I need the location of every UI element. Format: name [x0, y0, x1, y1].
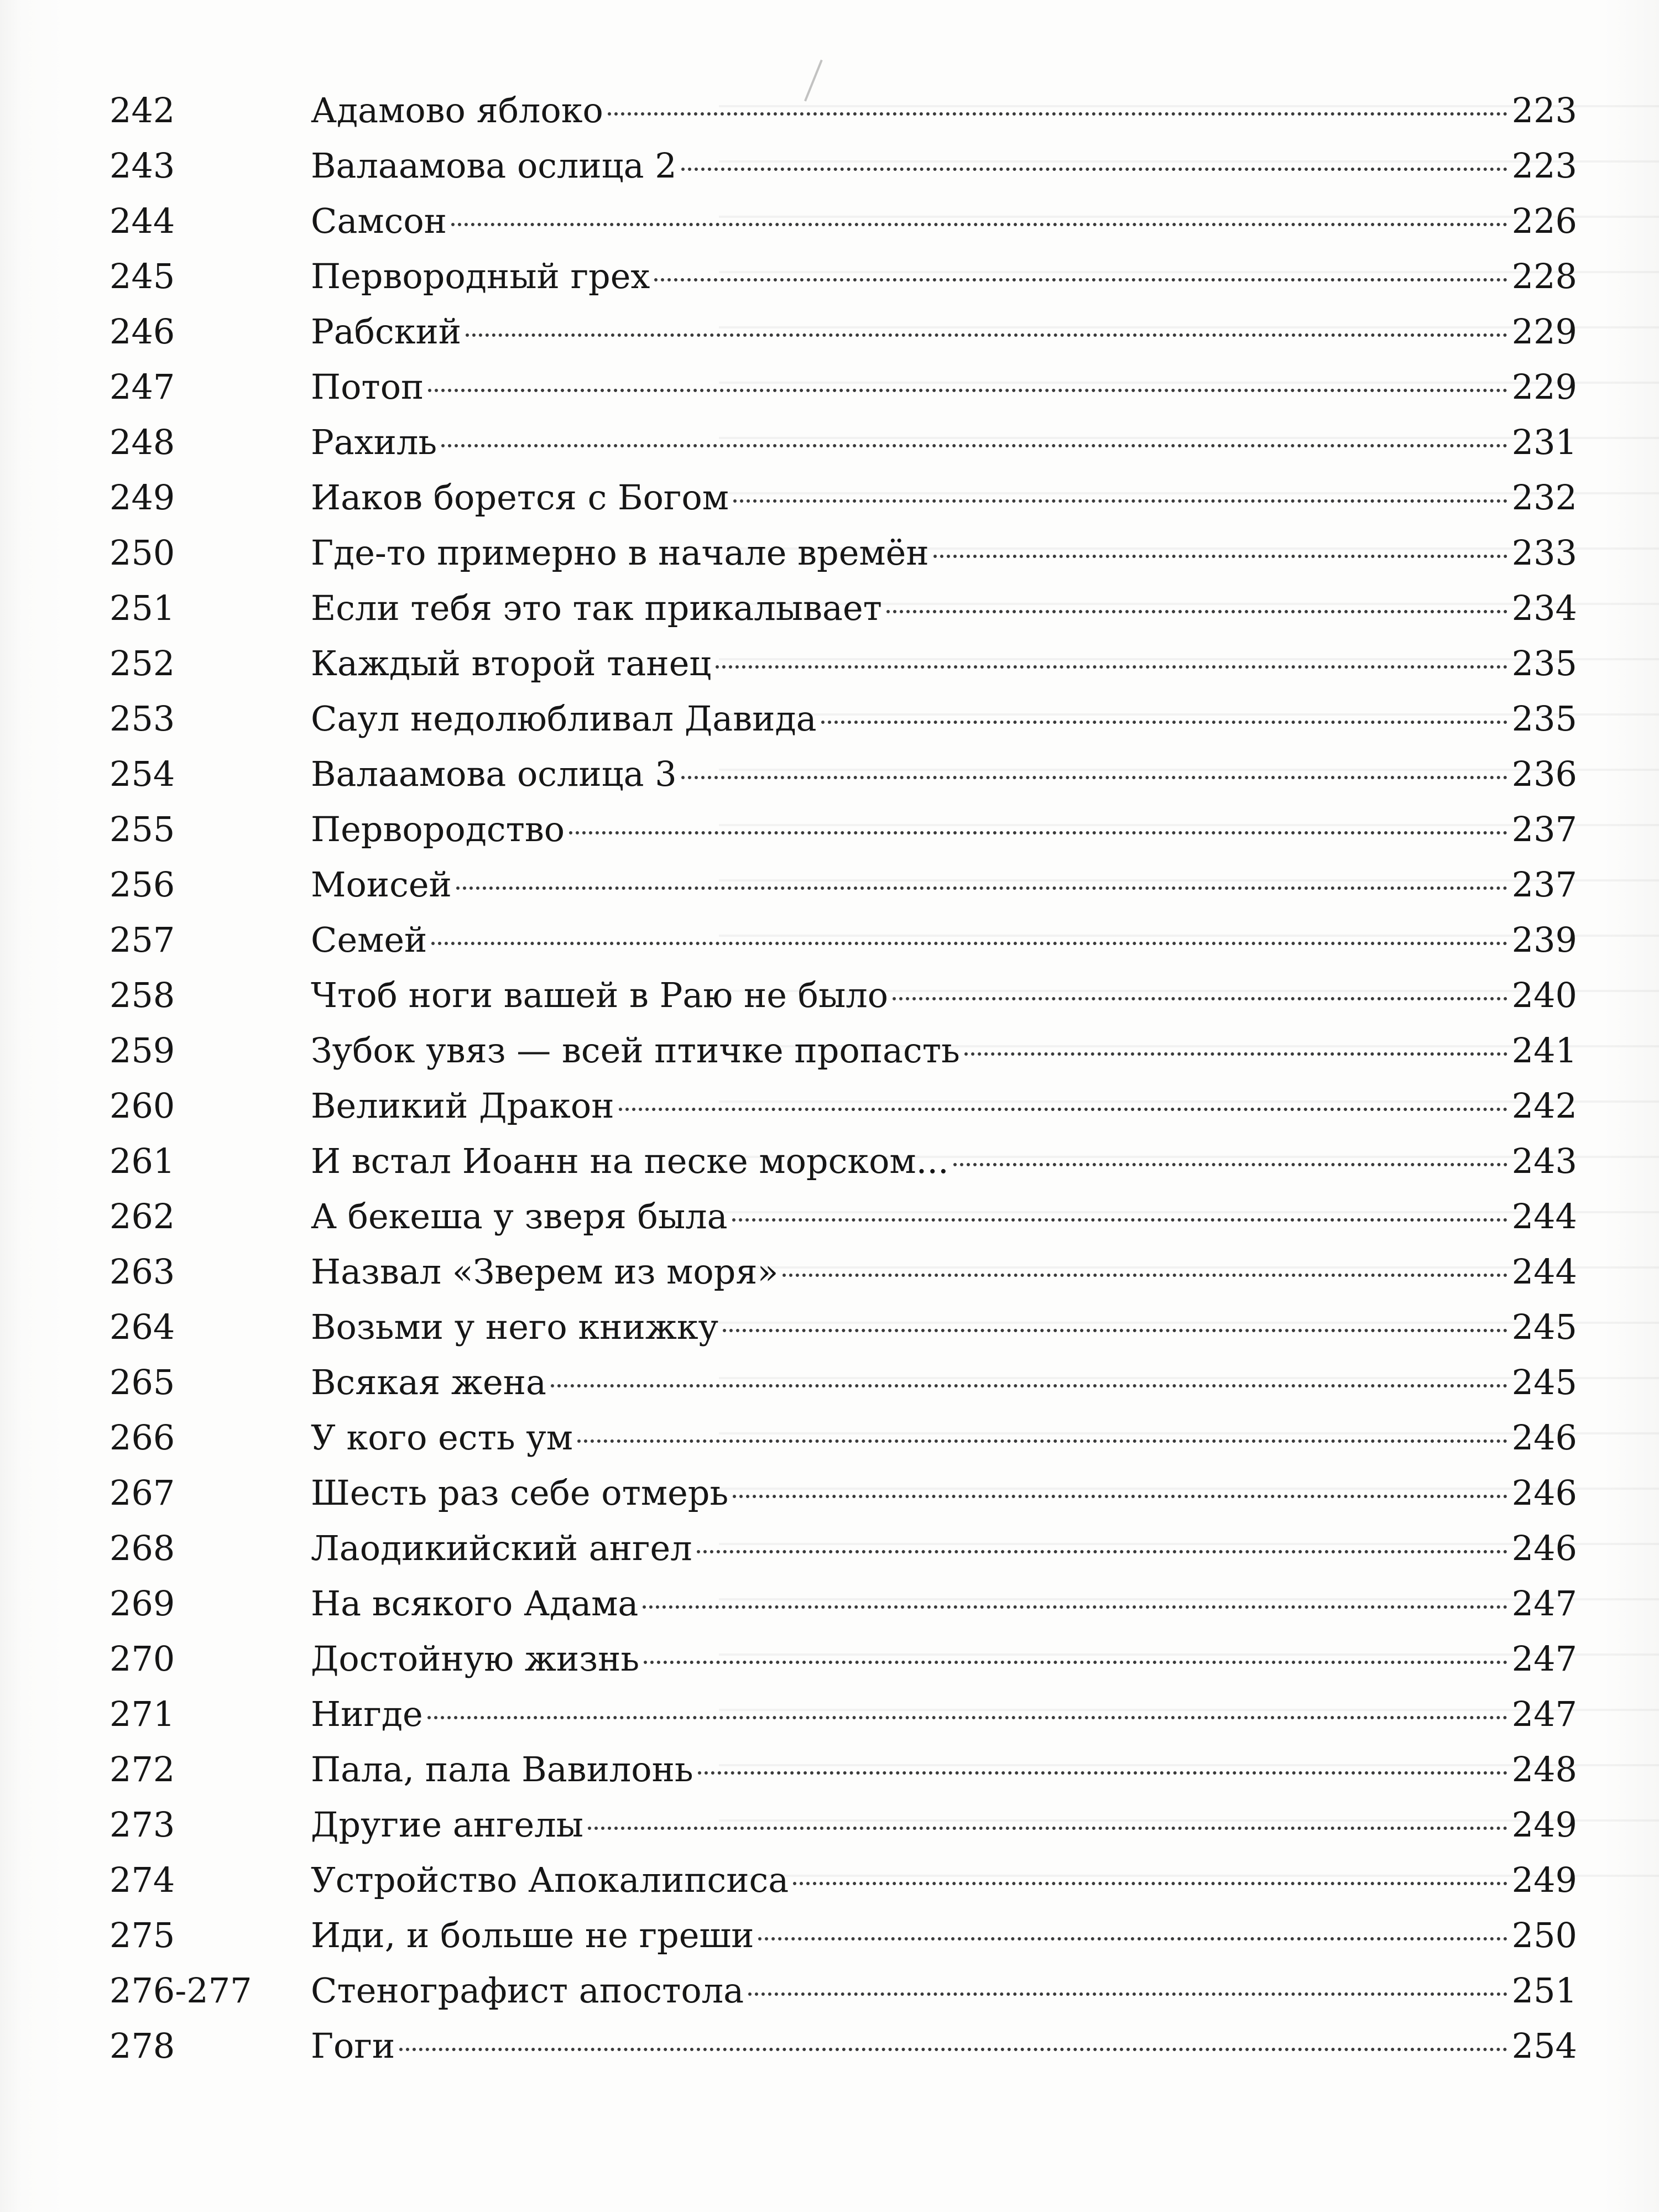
entry-line	[311, 1908, 1577, 1963]
entry-line	[311, 1853, 1577, 1908]
entry-number: 270	[109, 1639, 175, 1679]
toc-entry	[0, 470, 1659, 525]
entry-line	[311, 968, 1577, 1023]
toc-entry	[0, 1244, 1659, 1300]
toc-entry	[0, 249, 1659, 304]
entry-title: Валаамова ослица 3	[311, 754, 677, 794]
entry-number: 253	[109, 698, 175, 739]
entry-title: А бекеша у зверя была	[311, 1196, 728, 1237]
dot-leader	[427, 1716, 1507, 1719]
entry-number: 251	[109, 588, 175, 628]
entry-title: Лаодикийский ангел	[311, 1528, 692, 1568]
toc-entry	[0, 1687, 1659, 1742]
entry-page-number: 249	[1511, 1860, 1577, 1900]
entry-number: 248	[109, 422, 175, 462]
dot-leader	[619, 1108, 1507, 1111]
toc-entry	[0, 581, 1659, 636]
entry-title: Рабский	[311, 311, 462, 352]
toc-entry	[0, 1576, 1659, 1631]
toc-entry	[0, 83, 1659, 138]
entry-line	[311, 415, 1577, 470]
dot-leader	[466, 333, 1507, 337]
entry-page-number: 228	[1511, 256, 1577, 296]
entry-number: 267	[109, 1473, 175, 1513]
entry-line	[311, 83, 1577, 138]
dot-leader	[654, 278, 1507, 281]
entry-number: 268	[109, 1528, 175, 1568]
entry-page-number: 243	[1511, 1141, 1577, 1181]
toc-entry	[0, 1134, 1659, 1189]
entry-page-number: 246	[1511, 1417, 1577, 1458]
dot-leader	[577, 1439, 1507, 1443]
entry-number: 255	[109, 809, 175, 849]
entry-title: Где-то примерно в начале времён	[311, 533, 929, 573]
toc-entry	[0, 968, 1659, 1023]
entry-line	[311, 194, 1577, 249]
dot-leader	[551, 1384, 1507, 1387]
entry-page-number: 236	[1511, 754, 1577, 794]
entry-page-number: 247	[1511, 1583, 1577, 1624]
entry-line	[311, 691, 1577, 747]
dot-leader	[588, 1827, 1507, 1830]
entry-line	[311, 581, 1577, 636]
entry-line	[311, 1244, 1577, 1300]
entry-title: Шесть раз себе отмерь	[311, 1473, 729, 1513]
entry-title: Устройство Апокалипсиса	[311, 1860, 789, 1900]
entry-line	[311, 1797, 1577, 1853]
entry-number: 247	[109, 367, 175, 407]
entry-line	[311, 636, 1577, 691]
entry-title: Семей	[311, 920, 427, 960]
dot-leader	[608, 112, 1507, 116]
entry-title: Всякая жена	[311, 1362, 546, 1402]
dot-leader	[698, 1771, 1507, 1775]
entry-number: 252	[109, 643, 175, 684]
entry-number: 254	[109, 754, 175, 794]
entry-line	[311, 1521, 1577, 1576]
entry-line	[311, 1963, 1577, 2018]
entry-title: Валаамова ослица 2	[311, 145, 677, 186]
entry-title: Пала, пала Вавилонь	[311, 1749, 693, 1790]
toc-entry	[0, 691, 1659, 747]
entry-title: Достойную жизнь	[311, 1639, 640, 1679]
dot-leader	[933, 555, 1507, 558]
entry-line	[311, 1465, 1577, 1521]
toc-entry	[0, 304, 1659, 359]
toc-entry	[0, 747, 1659, 802]
entry-title: И встал Иоанн на песке морском...	[311, 1141, 949, 1181]
entry-line	[311, 249, 1577, 304]
entry-page-number: 244	[1511, 1251, 1577, 1292]
dot-leader	[953, 1163, 1507, 1166]
entry-page-number: 233	[1511, 533, 1577, 573]
dot-leader	[644, 1661, 1507, 1664]
entry-number: 257	[109, 920, 175, 960]
entry-number: 275	[109, 1915, 175, 1955]
entry-number: 244	[109, 201, 175, 241]
toc-entry	[0, 1963, 1659, 2018]
toc-entry	[0, 1189, 1659, 1244]
dot-leader	[697, 1550, 1507, 1553]
toc-entry	[0, 636, 1659, 691]
entry-number: 258	[109, 975, 175, 1015]
entry-page-number: 245	[1511, 1307, 1577, 1347]
entry-line	[311, 912, 1577, 968]
entry-page-number: 254	[1511, 2026, 1577, 2066]
entry-line	[311, 802, 1577, 857]
dot-leader	[758, 1937, 1507, 1940]
entry-line	[311, 1355, 1577, 1410]
entry-number: 249	[109, 477, 175, 518]
entry-line	[311, 1687, 1577, 1742]
entry-number: 278	[109, 2026, 175, 2066]
dot-leader	[748, 1992, 1507, 1996]
dot-leader	[456, 886, 1507, 890]
entry-line	[311, 1576, 1577, 1631]
entry-title: Самсон	[311, 201, 447, 241]
toc-entry	[0, 1797, 1659, 1853]
entry-line	[311, 1300, 1577, 1355]
entry-title: Великий Дракон	[311, 1086, 614, 1126]
entry-page-number: 226	[1511, 201, 1577, 241]
toc-entry	[0, 2018, 1659, 2074]
entry-title: Каждый второй танец	[311, 643, 712, 684]
toc-entry	[0, 525, 1659, 581]
entry-number: 265	[109, 1362, 175, 1402]
entry-line	[311, 1631, 1577, 1687]
entry-line	[311, 2018, 1577, 2074]
entry-number: 273	[109, 1804, 175, 1845]
entry-line	[311, 1189, 1577, 1244]
entry-number: 246	[109, 311, 175, 352]
entry-page-number: 231	[1511, 422, 1577, 462]
entry-number: 262	[109, 1196, 175, 1237]
entry-title: Рахиль	[311, 422, 437, 462]
toc-entry	[0, 1355, 1659, 1410]
dot-leader	[681, 776, 1507, 779]
entry-title: Нигде	[311, 1694, 423, 1734]
dot-leader	[886, 610, 1507, 613]
toc-entry	[0, 802, 1659, 857]
entry-number: 260	[109, 1086, 175, 1126]
entry-line	[311, 304, 1577, 359]
entry-page-number: 229	[1511, 367, 1577, 407]
entry-number: 263	[109, 1251, 175, 1292]
dot-leader	[793, 1882, 1507, 1885]
toc-entry	[0, 194, 1659, 249]
entry-title: Гоги	[311, 2026, 395, 2066]
entry-title: На всякого Адама	[311, 1583, 639, 1624]
entry-line	[311, 359, 1577, 415]
entry-title: У кого есть ум	[311, 1417, 573, 1458]
entry-page-number: 250	[1511, 1915, 1577, 1955]
entry-line	[311, 470, 1577, 525]
entry-title: Назвал «Зверем из моря»	[311, 1251, 779, 1292]
entry-title: Первородство	[311, 809, 565, 849]
entry-page-number: 241	[1511, 1030, 1577, 1071]
toc-entry	[0, 1023, 1659, 1078]
dot-leader	[732, 1218, 1507, 1222]
toc-entry	[0, 1631, 1659, 1687]
entry-page-number: 229	[1511, 311, 1577, 352]
entry-line	[311, 1023, 1577, 1078]
dot-leader	[733, 1495, 1507, 1498]
entry-line	[311, 525, 1577, 581]
entry-number: 271	[109, 1694, 175, 1734]
dot-leader	[569, 831, 1507, 834]
dot-leader	[723, 1329, 1507, 1332]
entry-page-number: 240	[1511, 975, 1577, 1015]
entry-title: Первородный грех	[311, 256, 650, 296]
entry-title: Стенографист апостола	[311, 1970, 744, 2011]
entry-title: Возьми у него книжку	[311, 1307, 719, 1347]
entry-page-number: 242	[1511, 1086, 1577, 1126]
dot-leader	[431, 942, 1507, 945]
entry-number: 243	[109, 145, 175, 186]
entry-page-number: 235	[1511, 698, 1577, 739]
entry-title: Зубок увяз — всей птичке пропасть	[311, 1030, 960, 1071]
dot-leader	[399, 2048, 1507, 2051]
entry-number: 269	[109, 1583, 175, 1624]
dot-leader	[893, 997, 1507, 1000]
dot-leader	[681, 168, 1507, 171]
entry-page-number: 232	[1511, 477, 1577, 518]
entry-title: Потоп	[311, 367, 424, 407]
entry-page-number: 237	[1511, 809, 1577, 849]
entry-page-number: 247	[1511, 1694, 1577, 1734]
toc-entry	[0, 1908, 1659, 1963]
dot-leader	[451, 223, 1507, 226]
entry-page-number: 245	[1511, 1362, 1577, 1402]
entry-page-number: 223	[1511, 90, 1577, 131]
dot-leader	[643, 1605, 1507, 1609]
entry-number: 256	[109, 864, 175, 905]
toc-entry	[0, 1521, 1659, 1576]
entry-title: Саул недолюбливал Давида	[311, 698, 817, 739]
entry-line	[311, 747, 1577, 802]
toc-entry	[0, 1465, 1659, 1521]
toc-entry	[0, 1853, 1659, 1908]
entry-page-number: 239	[1511, 920, 1577, 960]
entry-page-number: 246	[1511, 1528, 1577, 1568]
entry-number: 261	[109, 1141, 175, 1181]
entry-line	[311, 1410, 1577, 1465]
entry-number: 272	[109, 1749, 175, 1790]
entry-page-number: 249	[1511, 1804, 1577, 1845]
dot-leader	[964, 1052, 1507, 1056]
entry-title: Иаков борется с Богом	[311, 477, 729, 518]
entry-title: Моисей	[311, 864, 452, 905]
entry-title: Чтоб ноги вашей в Раю не было	[311, 975, 889, 1015]
toc-entry	[0, 415, 1659, 470]
entry-page-number: 251	[1511, 1970, 1577, 2011]
entry-number: 250	[109, 533, 175, 573]
toc-entry	[0, 1078, 1659, 1134]
entry-page-number: 247	[1511, 1639, 1577, 1679]
entry-title: Другие ангелы	[311, 1804, 583, 1845]
toc-entry	[0, 857, 1659, 912]
entry-number: 245	[109, 256, 175, 296]
entry-line	[311, 138, 1577, 194]
toc-entry	[0, 359, 1659, 415]
entry-line	[311, 857, 1577, 912]
dot-leader	[733, 499, 1507, 503]
entry-page-number: 234	[1511, 588, 1577, 628]
entry-title: Адамово яблоко	[311, 90, 603, 131]
entry-number: 274	[109, 1860, 175, 1900]
toc-entry	[0, 1742, 1659, 1797]
entry-page-number: 235	[1511, 643, 1577, 684]
entry-number: 264	[109, 1307, 175, 1347]
entry-page-number: 244	[1511, 1196, 1577, 1237]
dot-leader	[821, 721, 1507, 724]
toc-entry	[0, 912, 1659, 968]
entry-page-number: 248	[1511, 1749, 1577, 1790]
entry-title: Иди, и больше не греши	[311, 1915, 754, 1955]
entry-number: 266	[109, 1417, 175, 1458]
dot-leader	[716, 665, 1507, 669]
entry-page-number: 246	[1511, 1473, 1577, 1513]
entry-page-number: 223	[1511, 145, 1577, 186]
dot-leader	[428, 389, 1507, 392]
entry-title: Если тебя это так прикалывает	[311, 588, 882, 628]
toc-entry	[0, 138, 1659, 194]
dot-leader	[782, 1274, 1507, 1277]
entry-line	[311, 1134, 1577, 1189]
dot-leader	[441, 444, 1507, 447]
entry-line	[311, 1078, 1577, 1134]
toc-entry	[0, 1410, 1659, 1465]
entry-number: 242	[109, 90, 175, 131]
entry-page-number: 237	[1511, 864, 1577, 905]
entry-number: 276-277	[109, 1970, 252, 2011]
entry-number: 259	[109, 1030, 175, 1071]
entry-line	[311, 1742, 1577, 1797]
toc-entry	[0, 1300, 1659, 1355]
